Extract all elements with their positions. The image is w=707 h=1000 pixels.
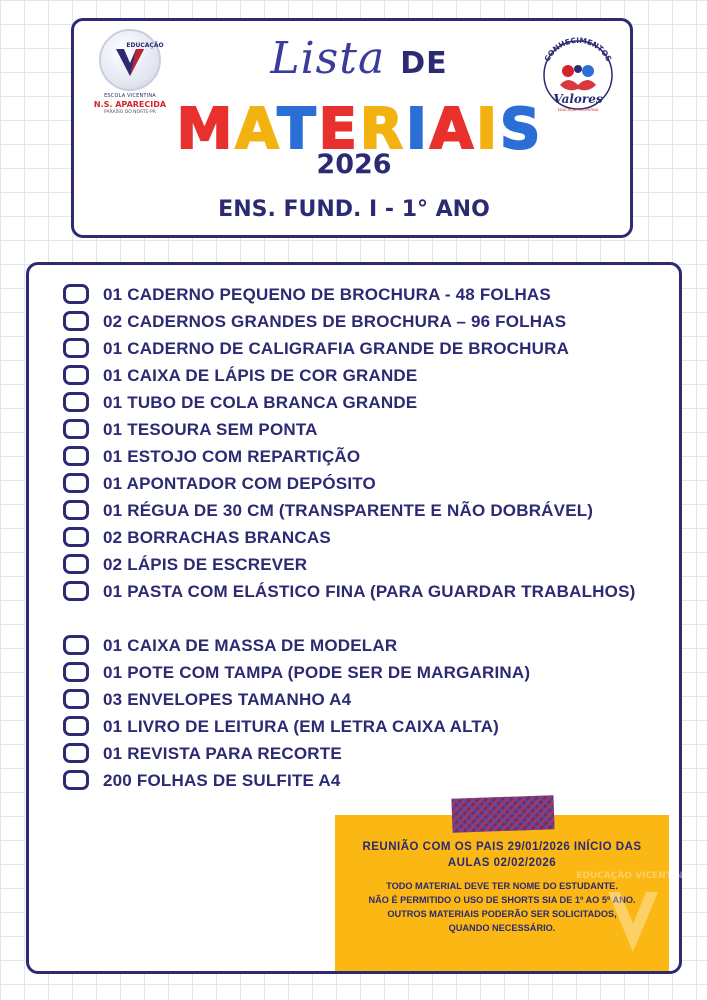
v-letter-icon (113, 45, 147, 79)
checkbox[interactable] (63, 662, 89, 682)
title-letter: E (318, 97, 360, 162)
rule-line: NÃO É PERMITIDO O USO DE SHORTS SIA DE 1º AO 5º ANO. (368, 895, 636, 905)
checklist-item-label: 01 TUBO DE COLA BRANCA GRANDE (103, 393, 418, 412)
checkbox[interactable] (63, 284, 89, 304)
title-grade: ENS. FUND. I - 1° ANO (218, 197, 490, 222)
checkbox[interactable] (63, 311, 89, 331)
school-city: PARAÍSO DO NORTE-PR (104, 110, 156, 115)
checklist-item-label: 01 LIVRO DE LEITURA (EM LETRA CAIXA ALTA) (103, 717, 500, 736)
rule-line: QUANDO NECESSÁRIO. (448, 923, 556, 933)
title-year: 2026 (316, 149, 392, 180)
checklist-item-label: 01 CADERNO PEQUENO DE BROCHURA - 48 FOLHAS (103, 285, 551, 304)
meeting-line-1: REUNIÃO COM OS PAIS 29/01/2026 INÍCIO DAS (362, 841, 642, 853)
checkbox[interactable] (63, 554, 89, 574)
checkbox[interactable] (63, 527, 89, 547)
checklist-item-label: 03 ENVELOPES TAMANHO A4 (103, 690, 352, 709)
logo-sub-text: EDUCAÇÃO VICENTINA (557, 108, 599, 112)
checklist-item-label: 02 LÁPIS DE ESCREVER (103, 555, 308, 574)
header-card (71, 18, 633, 238)
title-letter: M (176, 97, 236, 162)
checklist-item-label: 01 REVISTA PARA RECORTE (103, 744, 342, 763)
watermark-logo (576, 862, 690, 962)
watermark-icon (576, 862, 690, 962)
conhecimentos-valores-logo-icon (538, 29, 618, 121)
checklist-item-label: 01 PASTA COM ELÁSTICO FINA (PARA GUARDAR TRABALHOS) (103, 582, 636, 601)
title-letter: A (235, 97, 278, 162)
checkbox[interactable] (63, 635, 89, 655)
school-logo-left (86, 29, 174, 129)
checklist-item-label: 01 ESTOJO COM REPARTIÇÃO (103, 447, 361, 466)
checkbox[interactable] (63, 419, 89, 439)
title-letter: I (476, 97, 500, 162)
checkbox[interactable] (63, 716, 89, 736)
checklist-item-label: 01 CADERNO DE CALIGRAFIA GRANDE DE BROCHURA (103, 339, 570, 358)
checklist-item-label: 02 CADERNOS GRANDES DE BROCHURA – 96 FOLHAS (103, 312, 567, 331)
meeting-line-2: AULAS 02/02/2026 (447, 857, 557, 869)
title-lista (234, 33, 484, 84)
checkbox[interactable] (63, 743, 89, 763)
checklist-item-label: 01 TESOURA SEM PONTA (103, 420, 318, 439)
checkbox[interactable] (63, 446, 89, 466)
checkbox[interactable] (63, 770, 89, 790)
checkbox[interactable] (63, 581, 89, 601)
rule-line: TODO MATERIAL DEVE TER NOME DO ESTUDANTE. (386, 881, 618, 891)
checklist-item-label: 01 CAIXA DE LÁPIS DE COR GRANDE (103, 366, 418, 385)
checklist-item-label: 01 CAIXA DE MASSA DE MODELAR (103, 636, 398, 655)
title-script: Lista (270, 33, 386, 84)
title-letter: R (359, 97, 406, 162)
title-letter: A (429, 97, 477, 162)
checkbox[interactable] (63, 392, 89, 412)
vicentina-badge-icon (99, 29, 164, 91)
valores-logo-right (538, 29, 618, 121)
checklist-item-label: 02 BORRACHAS BRANCAS (103, 528, 331, 547)
checkbox[interactable] (63, 473, 89, 493)
checkbox[interactable] (63, 338, 89, 358)
title-letter: T (277, 97, 319, 162)
title-letter: I (405, 97, 430, 162)
school-prefix: ESCOLA VICENTINA (104, 93, 156, 99)
checkbox[interactable] (63, 500, 89, 520)
checklist-item-label: 01 POTE COM TAMPA (PODE SER DE MARGARINA) (103, 663, 531, 682)
rule-line: OUTROS MATERIAIS PODERÃO SER SOLICITADOS, (387, 909, 617, 919)
school-name: N.S. APARECIDA (93, 100, 167, 109)
checkbox[interactable] (63, 689, 89, 709)
logo-arc-text: CONHECIMENTOS (542, 35, 614, 63)
checkbox[interactable] (63, 365, 89, 385)
watermark-text: EDUCAÇÃO VICENTINA (576, 871, 690, 881)
logo-top-text: EDUCAÇÃO (126, 42, 164, 49)
checklist-item-label: 01 APONTADOR COM DEPÓSITO (103, 474, 376, 493)
checklist-item-label: 200 FOLHAS DE SULFITE A4 (103, 771, 341, 790)
title-de: DE (400, 46, 448, 81)
logo-word: Valores (553, 92, 603, 106)
tape-strip (451, 795, 554, 833)
title-letter: S (500, 97, 544, 162)
checklist-item-label: 01 RÉGUA DE 30 CM (TRANSPARENTE E NÃO DOBRÁVEL) (103, 501, 594, 520)
